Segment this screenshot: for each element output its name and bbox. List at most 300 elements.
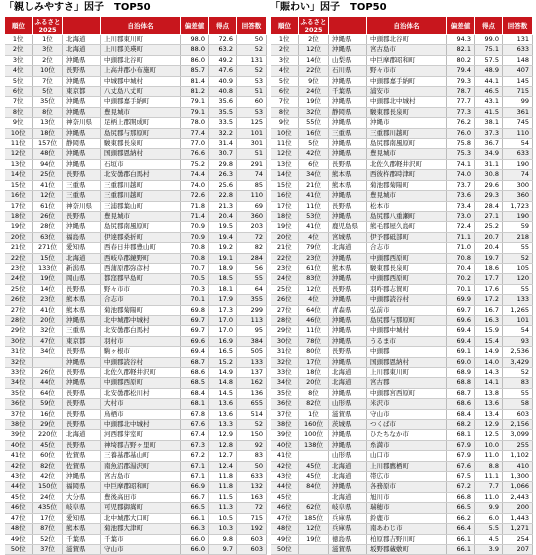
- cell-municipality: 山口市: [367, 451, 447, 461]
- cell-rank: 21位: [271, 243, 299, 253]
- cell-prefecture: 熊本県: [329, 180, 367, 190]
- cell-deviation: 68.6: [181, 368, 209, 378]
- cell-furusato: 84位: [299, 482, 329, 492]
- cell-furusato: 138位: [299, 440, 329, 450]
- cell-prefecture: 沖縄県: [63, 149, 101, 159]
- cell-respondents: 163: [237, 492, 267, 502]
- cell-deviation: 77.3: [447, 107, 475, 117]
- cell-respondents: 133: [237, 357, 267, 367]
- cell-furusato: 64位: [33, 388, 63, 398]
- table-row: [271, 326, 533, 336]
- table-row: [5, 472, 267, 482]
- cell-prefecture: 沖縄県: [63, 315, 101, 325]
- cell-score: 75.1: [475, 45, 503, 55]
- cell-rank: 32位: [271, 357, 299, 367]
- cell-municipality: 中城郡中城村: [101, 76, 181, 86]
- table-row: [5, 222, 267, 232]
- cell-prefecture: 沖縄県: [329, 315, 367, 325]
- cell-rank: 2位: [271, 45, 299, 55]
- cell-deviation: 76.6: [181, 149, 209, 159]
- cell-municipality: 中巨摩郡昭和町: [367, 55, 447, 65]
- cell-score: 25.6: [209, 180, 237, 190]
- table-row: [5, 159, 267, 169]
- cell-deviation: 67.6: [181, 420, 209, 430]
- cell-furusato: 12位: [299, 524, 329, 534]
- cell-score: 21.3: [209, 201, 237, 211]
- cell-respondents: 55: [503, 243, 533, 253]
- cell-prefecture: 沖縄県: [63, 378, 101, 388]
- cell-respondents: 93: [503, 336, 533, 346]
- cell-prefecture: 神奈川県: [63, 118, 101, 128]
- cell-municipality: つくば市: [367, 420, 447, 430]
- cell-deviation: 80.2: [447, 55, 475, 65]
- cell-respondents: 355: [237, 295, 267, 305]
- cell-prefecture: 岡山県: [63, 274, 101, 284]
- cell-municipality: 国頭郡恩納村: [101, 149, 181, 159]
- cell-prefecture: 沖縄県: [63, 472, 101, 482]
- cell-rank: 49位: [5, 534, 33, 544]
- cell-municipality: 沖縄市: [367, 118, 447, 128]
- cell-furusato: 45位: [299, 472, 329, 482]
- cell-deviation: 94.3: [447, 35, 475, 45]
- table-row: [5, 326, 267, 336]
- cell-prefecture: 沖縄県: [63, 222, 101, 232]
- table-row: [5, 107, 267, 117]
- cell-rank: 6位: [271, 87, 299, 97]
- table-row: [271, 430, 533, 440]
- cell-score: 47.6: [209, 66, 237, 76]
- cell-deviation: 76.2: [447, 118, 475, 128]
- ranking-table: [270, 16, 533, 555]
- table-row: [5, 243, 267, 253]
- table-row: [271, 544, 533, 554]
- cell-rank: 3位: [5, 55, 33, 65]
- cell-municipality: 北安曇郡白馬村: [101, 170, 181, 180]
- cell-rank: 7位: [5, 97, 33, 107]
- panel-nigiwai: [270, 0, 532, 555]
- cell-furusato: 64位: [299, 305, 329, 315]
- cell-furusato: 100位: [299, 430, 329, 440]
- cell-municipality: 豊見城市: [101, 107, 181, 117]
- cell-rank: 31位: [271, 347, 299, 357]
- cell-respondents: 110: [237, 191, 267, 201]
- cell-furusato: 79位: [299, 243, 329, 253]
- header-blank: [329, 17, 367, 35]
- cell-rank: 1位: [5, 35, 33, 45]
- table-row: [5, 368, 267, 378]
- cell-prefecture: 兵庫県: [329, 513, 367, 523]
- cell-prefecture: 沖縄県: [329, 295, 367, 305]
- cell-score: 31.1: [475, 159, 503, 169]
- cell-score: 30.7: [209, 149, 237, 159]
- cell-respondents: 1,723: [503, 201, 533, 211]
- table-row: [271, 305, 533, 315]
- cell-respondents: 603: [237, 534, 267, 544]
- cell-score: 17.7: [475, 274, 503, 284]
- cell-municipality: 宮古島市: [367, 45, 447, 55]
- cell-prefecture: 福岡県: [63, 482, 101, 492]
- cell-deviation: 74.4: [181, 170, 209, 180]
- cell-deviation: 68.2: [447, 420, 475, 430]
- cell-respondents: 54: [503, 326, 533, 336]
- cell-score: 12.8: [209, 440, 237, 450]
- cell-deviation: 67.5: [447, 472, 475, 482]
- cell-furusato: 185位: [299, 513, 329, 523]
- table-row: [271, 253, 533, 263]
- cell-score: 6.0: [475, 513, 503, 523]
- cell-respondents: 514: [237, 409, 267, 419]
- cell-score: 10.0: [475, 440, 503, 450]
- cell-prefecture: 三重県: [63, 191, 101, 201]
- table-header-row: [271, 17, 533, 35]
- cell-rank: 34位: [5, 378, 33, 388]
- table-row: [5, 232, 267, 242]
- cell-prefecture: 長野県: [63, 409, 101, 419]
- table-row: [271, 451, 533, 461]
- cell-rank: 20位: [271, 232, 299, 242]
- cell-deviation: 69.1: [447, 347, 475, 357]
- cell-respondents: 3,099: [503, 430, 533, 440]
- cell-score: 11.3: [209, 503, 237, 513]
- table-row: [5, 399, 267, 409]
- cell-deviation: 67.2: [181, 451, 209, 461]
- table-row: [5, 66, 267, 76]
- table-row: [271, 420, 533, 430]
- cell-score: 4.5: [475, 534, 503, 544]
- cell-municipality: 菊池郡菊陽町: [367, 180, 447, 190]
- cell-rank: 13位: [271, 159, 299, 169]
- cell-respondents: 1,271: [503, 524, 533, 534]
- cell-furusato: 80位: [299, 347, 329, 357]
- cell-municipality: 石垣市: [101, 159, 181, 169]
- cell-furusato: 435位: [33, 503, 63, 513]
- cell-municipality: 島尻郡南風原町: [367, 139, 447, 149]
- table-row: [5, 274, 267, 284]
- cell-deviation: 66.0: [181, 534, 209, 544]
- cell-municipality: 三浦郡葉山町: [101, 201, 181, 211]
- cell-respondents: 505: [237, 347, 267, 357]
- cell-score: 16.5: [209, 347, 237, 357]
- cell-deviation: 73.0: [447, 211, 475, 221]
- cell-score: 14.8: [209, 378, 237, 388]
- cell-score: 10.3: [209, 524, 237, 534]
- cell-rank: 24位: [271, 274, 299, 284]
- cell-municipality: 松本市: [367, 201, 447, 211]
- cell-prefecture: 沖縄県: [329, 191, 367, 201]
- cell-score: 16.9: [209, 336, 237, 346]
- cell-prefecture: 長野県: [63, 440, 101, 450]
- cell-furusato: 2位: [299, 35, 329, 45]
- cell-prefecture: 長野県: [63, 420, 101, 430]
- table-row: [5, 118, 267, 128]
- cell-score: 14.3: [475, 368, 503, 378]
- cell-score: 19.2: [209, 243, 237, 253]
- cell-furusato: 62位: [299, 503, 329, 513]
- cell-respondents: 715: [237, 513, 267, 523]
- cell-score: 20.4: [475, 243, 503, 253]
- cell-respondents: 1,102: [503, 451, 533, 461]
- cell-furusato: 16位: [33, 409, 63, 419]
- cell-prefecture: 北海道: [329, 461, 367, 471]
- header-rank: 順位: [271, 17, 299, 35]
- cell-municipality: 豊見城市: [101, 211, 181, 221]
- cell-municipality: 野々市市: [101, 284, 181, 294]
- cell-furusato: 6位: [299, 159, 329, 169]
- cell-rank: 29位: [271, 326, 299, 336]
- cell-municipality: 中頭郡中城村: [367, 326, 447, 336]
- cell-respondents: 50: [237, 461, 267, 471]
- cell-municipality: 伊達郡桑折町: [101, 232, 181, 242]
- cell-municipality: 島尻郡八重瀬町: [367, 211, 447, 221]
- cell-prefecture: 熊本県: [329, 263, 367, 273]
- header-blank: [63, 17, 101, 35]
- cell-furusato: 26位: [33, 368, 63, 378]
- cell-respondents: 74: [237, 170, 267, 180]
- cell-score: 12.5: [475, 430, 503, 440]
- cell-furusato: 20位: [299, 378, 329, 388]
- cell-rank: 9位: [271, 118, 299, 128]
- cell-deviation: 70.8: [181, 253, 209, 263]
- cell-score: 14.5: [209, 388, 237, 398]
- cell-prefecture: 北海道: [329, 492, 367, 502]
- cell-respondents: 132: [237, 482, 267, 492]
- cell-respondents: 1,265: [503, 305, 533, 315]
- cell-municipality: 菊池郡大津町: [101, 524, 181, 534]
- cell-rank: 38位: [271, 420, 299, 430]
- cell-furusato: 220位: [33, 430, 63, 440]
- cell-rank: 40位: [5, 440, 33, 450]
- cell-score: 3.9: [475, 544, 503, 554]
- header-score: 得点: [475, 17, 503, 35]
- cell-furusato: 52位: [33, 534, 63, 544]
- cell-rank: 34位: [271, 378, 299, 388]
- cell-prefecture: 熊本県: [329, 170, 367, 180]
- cell-furusato: 9位: [299, 76, 329, 86]
- cell-deviation: 70.2: [447, 274, 475, 284]
- cell-prefecture: 山形県: [329, 399, 367, 409]
- cell-score: 26.3: [209, 170, 237, 180]
- cell-municipality: 中巨摩郡昭和町: [101, 482, 181, 492]
- cell-furusato: 271位: [33, 243, 63, 253]
- cell-prefecture: 沖縄県: [329, 211, 367, 221]
- cell-prefecture: 岐阜県: [63, 503, 101, 513]
- header-deviation: 偏差値: [447, 17, 475, 35]
- cell-deviation: 68.4: [181, 388, 209, 398]
- cell-score: 28.4: [475, 201, 503, 211]
- cell-deviation: 66.4: [447, 524, 475, 534]
- cell-prefecture: 滋賀県: [329, 544, 367, 554]
- cell-municipality: 守山市: [101, 544, 181, 554]
- cell-respondents: 52: [237, 420, 267, 430]
- cell-score: 27.1: [475, 211, 503, 221]
- cell-respondents: 137: [237, 368, 267, 378]
- cell-rank: 45位: [271, 492, 299, 502]
- cell-prefecture: 長野県: [63, 66, 101, 76]
- table-row: [271, 159, 533, 169]
- cell-rank: 44位: [5, 482, 33, 492]
- cell-deviation: 79.1: [181, 97, 209, 107]
- table-row: [271, 315, 533, 325]
- cell-furusato: 20位: [33, 315, 63, 325]
- cell-deviation: 73.6: [447, 191, 475, 201]
- cell-score: 72.6: [209, 35, 237, 45]
- cell-score: 34.9: [475, 149, 503, 159]
- table-row: [271, 211, 533, 221]
- cell-municipality: 中頭郡読谷村: [367, 295, 447, 305]
- cell-prefecture: 岐阜県: [329, 503, 367, 513]
- cell-respondents: 203: [237, 222, 267, 232]
- table-row: [5, 211, 267, 221]
- cell-furusato: 4位: [299, 232, 329, 242]
- cell-municipality: 各務原市: [367, 482, 447, 492]
- cell-rank: 48位: [271, 524, 299, 534]
- cell-furusato: 60位: [33, 451, 63, 461]
- table-row: [5, 482, 267, 492]
- cell-prefecture: 沖縄県: [329, 482, 367, 492]
- cell-furusato: 55位: [299, 118, 329, 128]
- table-row: [5, 378, 267, 388]
- cell-deviation: 71.8: [181, 201, 209, 211]
- cell-municipality: 帯広市: [367, 472, 447, 482]
- cell-respondents: 136: [237, 388, 267, 398]
- cell-prefecture: 滋賀県: [329, 409, 367, 419]
- cell-furusato: 5位: [299, 139, 329, 149]
- cell-deviation: 66.1: [447, 534, 475, 544]
- table-row: [271, 107, 533, 117]
- cell-deviation: 79.4: [447, 66, 475, 76]
- cell-furusato: 82位: [299, 399, 329, 409]
- cell-rank: 33位: [5, 368, 33, 378]
- cell-municipality: 西蒲原郡弥彦村: [101, 263, 181, 273]
- cell-respondents: 745: [503, 118, 533, 128]
- cell-respondents: 190: [503, 211, 533, 221]
- cell-furusato: 48位: [33, 149, 63, 159]
- table-row: [271, 232, 533, 242]
- cell-prefecture: 神奈川県: [63, 201, 101, 211]
- cell-prefecture: 長野県: [63, 388, 101, 398]
- cell-deviation: 75.8: [447, 139, 475, 149]
- cell-municipality: 西岐阜郡鏡野町: [101, 253, 181, 263]
- cell-prefecture: 東京都: [63, 87, 101, 97]
- cell-deviation: 69.6: [181, 336, 209, 346]
- cell-furusato: 14位: [33, 284, 63, 294]
- cell-furusato: 26位: [33, 211, 63, 221]
- cell-municipality: 上高井郡小布施町: [101, 66, 181, 76]
- table-row: [5, 534, 267, 544]
- cell-deviation: 75.2: [181, 159, 209, 169]
- cell-municipality: 上川郡東川町: [101, 35, 181, 45]
- cell-rank: 25位: [271, 284, 299, 294]
- cell-score: 9.7: [209, 544, 237, 554]
- cell-deviation: 72.4: [447, 222, 475, 232]
- cell-prefecture: 茨城県: [329, 420, 367, 430]
- header-respondents: 回答数: [503, 17, 533, 35]
- cell-rank: 4位: [5, 66, 33, 76]
- cell-municipality: 三重郡川越町: [101, 191, 181, 201]
- cell-rank: 5位: [271, 76, 299, 86]
- cell-rank: 22位: [5, 253, 33, 263]
- cell-prefecture: 佐賀県: [63, 451, 101, 461]
- cell-municipality: 中頭郡読谷村: [101, 357, 181, 367]
- cell-respondents: 74: [503, 170, 533, 180]
- cell-score: 13.3: [209, 420, 237, 430]
- cell-furusato: 16位: [299, 128, 329, 138]
- cell-deviation: 72.6: [181, 191, 209, 201]
- cell-respondents: 207: [503, 544, 533, 554]
- table-row: [271, 201, 533, 211]
- cell-municipality: 上川郡美瑛町: [101, 45, 181, 55]
- cell-deviation: 75.3: [447, 149, 475, 159]
- table-row: [271, 409, 533, 419]
- cell-rank: 40位: [271, 440, 299, 450]
- cell-prefecture: 沖縄県: [63, 107, 101, 117]
- cell-respondents: 2,443: [503, 492, 533, 502]
- cell-furusato: 157位: [33, 139, 63, 149]
- header-furusato: ふるさと 2025: [300, 17, 327, 34]
- table-row: [271, 399, 533, 409]
- cell-furusato: 24位: [33, 492, 63, 502]
- cell-respondents: 51: [237, 87, 267, 97]
- cell-prefecture: 北海道: [329, 378, 367, 388]
- cell-deviation: 69.4: [181, 347, 209, 357]
- cell-rank: 46位: [271, 503, 299, 513]
- table-row: [271, 347, 533, 357]
- cell-municipality: 駿東郡長泉町: [367, 263, 447, 273]
- cell-furusato: [299, 451, 329, 461]
- cell-furusato: 1位: [299, 409, 329, 419]
- cell-rank: 1位: [271, 35, 299, 45]
- cell-respondents: 360: [503, 191, 533, 201]
- cell-score: 36.7: [475, 139, 503, 149]
- cell-prefecture: 長野県: [329, 284, 367, 294]
- cell-prefecture: 熊本県: [63, 524, 101, 534]
- cell-deviation: 67.9: [447, 440, 475, 450]
- table-row: [271, 76, 533, 86]
- cell-prefecture: 石川県: [329, 66, 367, 76]
- table-row: [5, 180, 267, 190]
- cell-municipality: 西春日井郡豊山町: [101, 243, 181, 253]
- table-row: [5, 295, 267, 305]
- cell-rank: 9位: [5, 118, 33, 128]
- cell-score: 12.4: [209, 461, 237, 471]
- cell-deviation: 66.0: [181, 544, 209, 554]
- cell-deviation: 69.4: [447, 336, 475, 346]
- cell-prefecture: 沖縄県: [329, 253, 367, 263]
- cell-furusato: 22位: [299, 66, 329, 76]
- cell-municipality: 八丈島八丈町: [101, 87, 181, 97]
- table-row: [271, 284, 533, 294]
- cell-respondents: 60: [237, 97, 267, 107]
- cell-score: 12.7: [209, 451, 237, 461]
- cell-score: 20.7: [475, 232, 503, 242]
- cell-deviation: 69.8: [181, 305, 209, 315]
- header-respondents: 回答数: [237, 17, 267, 35]
- cell-furusato: 63位: [33, 232, 63, 242]
- cell-municipality: 島尻郡与那原町: [101, 128, 181, 138]
- cell-deviation: 69.4: [447, 326, 475, 336]
- cell-rank: 10位: [271, 128, 299, 138]
- cell-municipality: 中頭郡北中城村: [367, 97, 447, 107]
- table-row: [5, 451, 267, 461]
- cell-score: 16.7: [475, 305, 503, 315]
- cell-score: 41.5: [475, 107, 503, 117]
- cell-respondents: 52: [237, 66, 267, 76]
- cell-furusato: 150位: [33, 482, 63, 492]
- cell-score: 16.3: [475, 315, 503, 325]
- cell-rank: 36位: [271, 399, 299, 409]
- cell-rank: 42位: [5, 461, 33, 471]
- cell-prefecture: 新潟県: [63, 263, 101, 273]
